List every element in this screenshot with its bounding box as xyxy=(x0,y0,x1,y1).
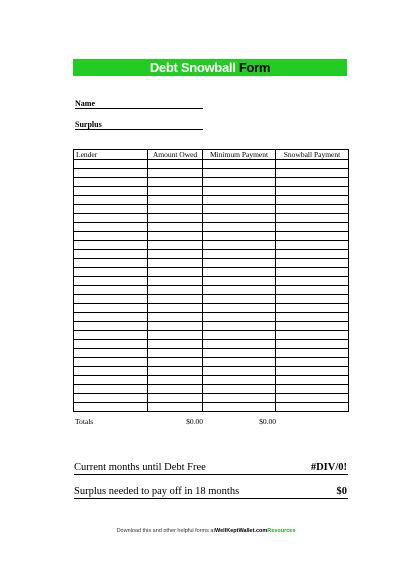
snowball-payment-cell[interactable] xyxy=(276,250,349,259)
table-row xyxy=(74,241,349,250)
lender-cell[interactable] xyxy=(74,286,148,295)
minimum-payment-cell[interactable] xyxy=(203,241,276,250)
snowball-payment-cell[interactable] xyxy=(276,367,349,376)
table-row xyxy=(74,232,349,241)
minimum-payment-cell[interactable] xyxy=(203,376,276,385)
amount-owed-cell[interactable] xyxy=(148,160,203,169)
amount-owed-cell[interactable] xyxy=(148,223,203,232)
lender-cell[interactable] xyxy=(74,232,148,241)
amount-owed-cell[interactable] xyxy=(148,277,203,286)
lender-cell[interactable] xyxy=(74,241,148,250)
table-row xyxy=(74,349,349,358)
minimum-payment-cell[interactable] xyxy=(203,394,276,403)
footer xyxy=(0,527,412,535)
surplus-label: Surplus xyxy=(75,120,102,129)
amount-owed-cell[interactable] xyxy=(148,187,203,196)
amount-owed-cell[interactable] xyxy=(148,259,203,268)
lender-cell[interactable] xyxy=(74,295,148,304)
footer-text: Download this and other helpful forms at xyxy=(116,528,216,534)
surplus-needed-label: Surplus needed to pay off in 18 months xyxy=(74,486,240,497)
amount-owed-cell[interactable] xyxy=(148,313,203,322)
minimum-payment-cell[interactable] xyxy=(203,187,276,196)
totals-minimum-payment: $0.00 xyxy=(259,417,276,426)
amount-owed-cell[interactable] xyxy=(148,376,203,385)
lender-cell[interactable] xyxy=(74,403,148,412)
minimum-payment-cell[interactable] xyxy=(203,385,276,394)
table-row xyxy=(74,160,349,169)
lender-cell[interactable] xyxy=(74,322,148,331)
minimum-payment-cell[interactable] xyxy=(203,178,276,187)
minimum-payment-cell[interactable] xyxy=(203,403,276,412)
snowball-payment-cell[interactable] xyxy=(276,241,349,250)
amount-owed-cell[interactable] xyxy=(148,358,203,367)
surplus-field[interactable] xyxy=(75,120,203,130)
amount-owed-cell[interactable] xyxy=(148,196,203,205)
minimum-payment-cell[interactable] xyxy=(203,169,276,178)
minimum-payment-cell[interactable] xyxy=(203,367,276,376)
table-row xyxy=(74,268,349,277)
lender-cell[interactable] xyxy=(74,376,148,385)
snowball-payment-cell[interactable] xyxy=(276,205,349,214)
snowball-payment-cell[interactable] xyxy=(276,178,349,187)
amount-owed-cell[interactable] xyxy=(148,232,203,241)
lender-cell[interactable] xyxy=(74,340,148,349)
lender-cell[interactable] xyxy=(74,187,148,196)
amount-owed-cell[interactable] xyxy=(148,286,203,295)
table-row xyxy=(74,331,349,340)
minimum-payment-cell[interactable] xyxy=(203,196,276,205)
minimum-payment-cell[interactable] xyxy=(203,259,276,268)
minimum-payment-cell[interactable] xyxy=(203,205,276,214)
snowball-payment-cell[interactable] xyxy=(276,268,349,277)
amount-owed-cell[interactable] xyxy=(148,394,203,403)
amount-owed-cell[interactable] xyxy=(148,367,203,376)
table-header-row xyxy=(74,150,349,160)
amount-owed-cell[interactable] xyxy=(148,178,203,187)
snowball-payment-cell[interactable] xyxy=(276,169,349,178)
minimum-payment-cell[interactable] xyxy=(203,286,276,295)
snowball-payment-cell[interactable] xyxy=(276,277,349,286)
minimum-payment-cell[interactable] xyxy=(203,295,276,304)
table-row xyxy=(74,187,349,196)
amount-owed-cell[interactable] xyxy=(148,403,203,412)
minimum-payment-cell[interactable] xyxy=(203,349,276,358)
form-title-suffix: Form xyxy=(238,60,271,75)
header-snowball-payment: Snowball Payment xyxy=(276,150,349,160)
lender-cell[interactable] xyxy=(74,259,148,268)
minimum-payment-cell[interactable] xyxy=(203,232,276,241)
minimum-payment-cell[interactable] xyxy=(203,268,276,277)
minimum-payment-cell[interactable] xyxy=(203,313,276,322)
snowball-payment-cell[interactable] xyxy=(276,322,349,331)
form-title xyxy=(73,59,347,76)
amount-owed-cell[interactable] xyxy=(148,295,203,304)
amount-owed-cell[interactable] xyxy=(148,331,203,340)
table-row xyxy=(74,340,349,349)
lender-cell[interactable] xyxy=(74,268,148,277)
lender-cell[interactable] xyxy=(74,385,148,394)
table-row xyxy=(74,205,349,214)
header-amount-owed: Amount Owed xyxy=(148,150,203,160)
months-label: Current months until Debt Free xyxy=(74,462,206,473)
totals-amount-owed: $0.00 xyxy=(186,417,203,426)
snowball-payment-cell[interactable] xyxy=(276,313,349,322)
snowball-payment-cell[interactable] xyxy=(276,376,349,385)
snowball-payment-cell[interactable] xyxy=(276,196,349,205)
amount-owed-cell[interactable] xyxy=(148,205,203,214)
minimum-payment-cell[interactable] xyxy=(203,304,276,313)
lender-cell[interactable] xyxy=(74,160,148,169)
name-label: Name xyxy=(75,99,95,108)
name-field[interactable] xyxy=(75,99,203,109)
lender-cell[interactable] xyxy=(74,277,148,286)
snowball-payment-cell[interactable] xyxy=(276,286,349,295)
snowball-payment-cell[interactable] xyxy=(276,340,349,349)
lender-cell[interactable] xyxy=(74,394,148,403)
minimum-payment-cell[interactable] xyxy=(203,214,276,223)
snowball-payment-cell[interactable] xyxy=(276,187,349,196)
snowball-payment-cell[interactable] xyxy=(276,259,349,268)
months-until-debt-free xyxy=(74,461,348,475)
amount-owed-cell[interactable] xyxy=(148,250,203,259)
footer-brand-link[interactable]: WellKeptWallet.com xyxy=(215,528,268,534)
table-row xyxy=(74,169,349,178)
amount-owed-cell[interactable] xyxy=(148,214,203,223)
header-lender: Lender xyxy=(74,150,148,160)
surplus-needed-value: $0 xyxy=(336,486,347,497)
lender-cell[interactable] xyxy=(74,223,148,232)
snowball-payment-cell[interactable] xyxy=(276,403,349,412)
snowball-payment-cell[interactable] xyxy=(276,331,349,340)
snowball-payment-cell[interactable] xyxy=(276,160,349,169)
table-row xyxy=(74,385,349,394)
lender-cell[interactable] xyxy=(74,250,148,259)
table-row xyxy=(74,277,349,286)
table-row xyxy=(74,259,349,268)
table-row xyxy=(74,196,349,205)
table-row xyxy=(74,403,349,412)
table-row xyxy=(74,313,349,322)
header-minimum-payment: Minimum Payment xyxy=(203,150,276,160)
table-row xyxy=(74,223,349,232)
minimum-payment-cell[interactable] xyxy=(203,250,276,259)
minimum-payment-cell[interactable] xyxy=(203,322,276,331)
table-row xyxy=(74,358,349,367)
lender-cell[interactable] xyxy=(74,214,148,223)
minimum-payment-cell[interactable] xyxy=(203,358,276,367)
debt-table xyxy=(73,149,349,412)
amount-owed-cell[interactable] xyxy=(148,385,203,394)
minimum-payment-cell[interactable] xyxy=(203,223,276,232)
lender-cell[interactable] xyxy=(74,358,148,367)
table-row xyxy=(74,286,349,295)
amount-owed-cell[interactable] xyxy=(148,241,203,250)
table-row xyxy=(74,367,349,376)
amount-owed-cell[interactable] xyxy=(148,304,203,313)
snowball-payment-cell[interactable] xyxy=(276,232,349,241)
lender-cell[interactable] xyxy=(74,205,148,214)
table-row xyxy=(74,214,349,223)
snowball-payment-cell[interactable] xyxy=(276,349,349,358)
table-row xyxy=(74,250,349,259)
table-row xyxy=(74,394,349,403)
lender-cell[interactable] xyxy=(74,313,148,322)
minimum-payment-cell[interactable] xyxy=(203,277,276,286)
lender-cell[interactable] xyxy=(74,367,148,376)
table-row xyxy=(74,178,349,187)
table-row xyxy=(74,295,349,304)
surplus-needed xyxy=(74,485,348,499)
lender-cell[interactable] xyxy=(74,196,148,205)
table-row xyxy=(74,304,349,313)
lender-cell[interactable] xyxy=(74,304,148,313)
lender-cell[interactable] xyxy=(74,349,148,358)
lender-cell[interactable] xyxy=(74,178,148,187)
minimum-payment-cell[interactable] xyxy=(203,331,276,340)
minimum-payment-cell[interactable] xyxy=(203,340,276,349)
amount-owed-cell[interactable] xyxy=(148,322,203,331)
snowball-payment-cell[interactable] xyxy=(276,385,349,394)
amount-owed-cell[interactable] xyxy=(148,169,203,178)
snowball-payment-cell[interactable] xyxy=(276,295,349,304)
lender-cell[interactable] xyxy=(74,169,148,178)
amount-owed-cell[interactable] xyxy=(148,349,203,358)
amount-owed-cell[interactable] xyxy=(148,340,203,349)
footer-brand-suffix[interactable]: Resources xyxy=(267,528,296,534)
table-row xyxy=(74,322,349,331)
snowball-payment-cell[interactable] xyxy=(276,394,349,403)
totals-label: Totals xyxy=(75,417,94,426)
snowball-payment-cell[interactable] xyxy=(276,223,349,232)
lender-cell[interactable] xyxy=(74,331,148,340)
totals-row xyxy=(73,417,348,427)
snowball-payment-cell[interactable] xyxy=(276,214,349,223)
months-value: #DIV/0! xyxy=(310,462,347,473)
table-row xyxy=(74,376,349,385)
form-title-main: Debt Snowball xyxy=(149,60,236,75)
snowball-payment-cell[interactable] xyxy=(276,358,349,367)
snowball-payment-cell[interactable] xyxy=(276,304,349,313)
amount-owed-cell[interactable] xyxy=(148,268,203,277)
minimum-payment-cell[interactable] xyxy=(203,160,276,169)
